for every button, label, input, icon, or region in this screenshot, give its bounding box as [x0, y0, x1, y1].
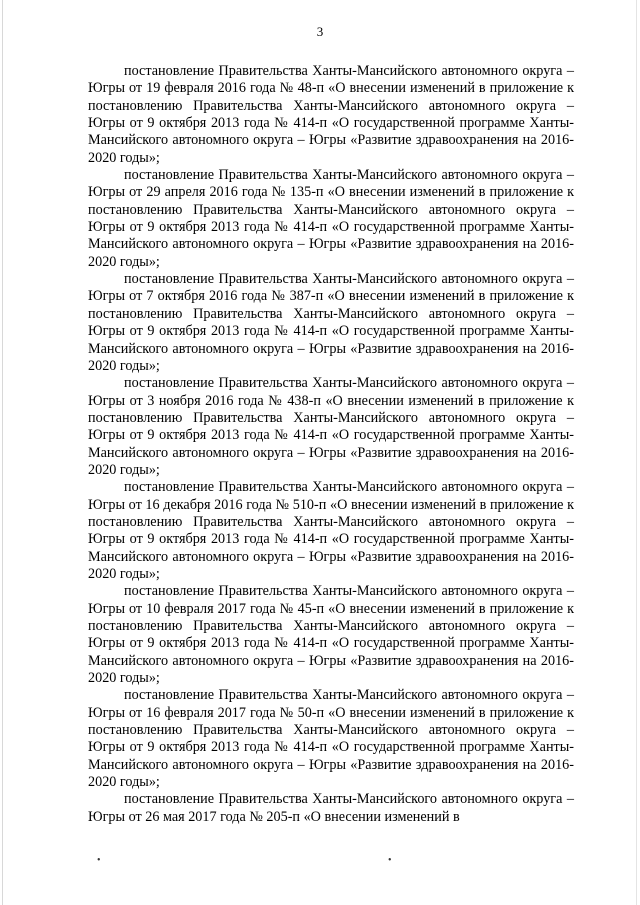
footer-dot-right: • [388, 855, 392, 866]
paragraph-resolution-510p: постановление Правительства Ханты-Мансийского автономного округа – Югры от 16 декабря 2016 года № 510-п «О внесении изменений в приложение к постановлению Правительства Ханты-Мансийского автономного округа – Югры от 9 октября 2013 года № 414-п «О государственной программе Ханты-Мансийского автономного округа – Югры «Развитие здравоохранения на 2016-2020 годы»; [88, 479, 574, 582]
paragraph-resolution-438p: постановление Правительства Ханты-Мансийского автономного округа – Югры от 3 ноября 2016 года № 438-п «О внесении изменений в приложение к постановлению Правительства Ханты-Мансийского автономного округа – Югры от 9 октября 2013 года № 414-п «О государственной программе Ханты-Мансийского автономного округа – Югры «Развитие здравоохранения на 2016-2020 годы»; [88, 375, 574, 478]
footer-dot-left: • [97, 855, 101, 866]
page-edge-right [636, 0, 637, 905]
page-edge-left [2, 0, 3, 905]
document-body [88, 63, 574, 826]
paragraph-resolution-205p: постановление Правительства Ханты-Мансийского автономного округа – Югры от 26 мая 2017 года № 205-п «О внесении изменений в [88, 791, 574, 825]
paragraph-resolution-48p: постановление Правительства Ханты-Мансийского автономного округа – Югры от 19 февраля 2016 года № 48-п «О внесении изменений в приложение к постановлению Правительства Ханты-Мансийского автономного округа – Югры от 9 октября 2013 года № 414-п «О государственной программе Ханты-Мансийского автономного округа – Югры «Развитие здравоохранения на 2016-2020 годы»; [88, 63, 574, 166]
paragraph-resolution-50p: постановление Правительства Ханты-Мансийского автономного округа – Югры от 16 февраля 2017 года № 50-п «О внесении изменений в приложение к постановлению Правительства Ханты-Мансийского автономного округа – Югры от 9 октября 2013 года № 414-п «О государственной программе Ханты-Мансийского автономного округа – Югры «Развитие здравоохранения на 2016-2020 годы»; [88, 687, 574, 791]
paragraph-resolution-387p: постановление Правительства Ханты-Мансийского автономного округа – Югры от 7 октября 2016 года № 387-п «О внесении изменений в приложение к постановлению Правительства Ханты-Мансийского автономного округа – Югры от 9 октября 2013 года № 414-п «О государственной программе Ханты-Мансийского автономного округа – Югры «Развитие здравоохранения на 2016-2020 годы»; [88, 271, 574, 374]
paragraph-resolution-45p: постановление Правительства Ханты-Мансийского автономного округа – Югры от 10 февраля 2017 года № 45-п «О внесении изменений в приложение к постановлению Правительства Ханты-Мансийского автономного округа – Югры от 9 октября 2013 года № 414-п «О государственной программе Ханты-Мансийского автономного округа – Югры «Развитие здравоохранения на 2016-2020 годы»; [88, 583, 574, 687]
page-number: 3 [316, 24, 324, 39]
paragraph-resolution-135p: постановление Правительства Ханты-Мансийского автономного округа – Югры от 29 апреля 2016 года № 135-п «О внесении изменений в приложение к постановлению Правительства Ханты-Мансийского автономного округа – Югры от 9 октября 2013 года № 414-п «О государственной программе Ханты-Мансийского автономного округа – Югры «Развитие здравоохранения на 2016-2020 годы»; [88, 167, 574, 270]
